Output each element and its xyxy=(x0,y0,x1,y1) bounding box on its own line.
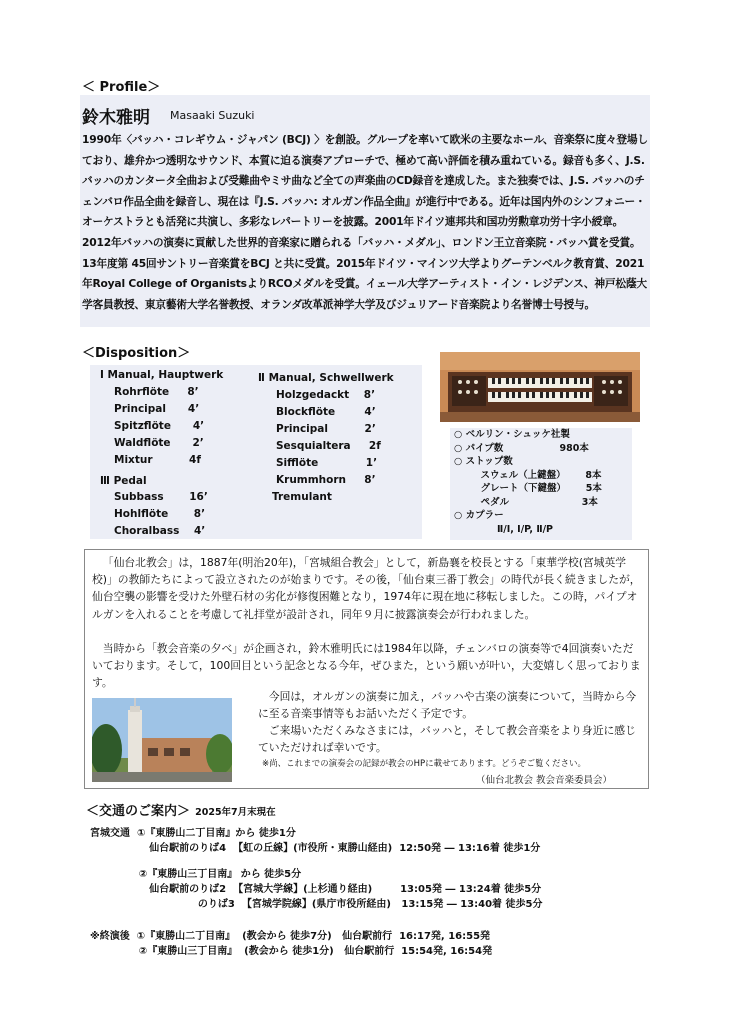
stop-item: Choralbass 4’ xyxy=(114,525,206,537)
spec-line: ○ ベルリン・シュッケ社製 xyxy=(454,429,570,440)
access-line xyxy=(90,856,543,867)
access-line: のりば3 【宮城学院線】(県庁市役所経由) 13:15発 ― 13:40着 徒歩5分 xyxy=(90,899,543,910)
access-title: ＜交通のご案内＞ xyxy=(86,804,191,819)
access-heading xyxy=(86,800,276,819)
stop-item: Spitzflöte 4’ xyxy=(114,420,205,432)
history-paragraph-1: 「仙台北教会」は，1887年(明治20年)，「宮城組合教会」として，新島襄を校長とする「東華学校(宮城英学校)」の教師たちによって設立されたのが始まりです。その後，「仙台東三番丁教会」の時代が長く続きましたが，仙台空襲の影響を受けた外壁石材の劣化が修復困難となり，1974年に現在地に移転しました。この時，パイプオルガンを入れることを考慮して礼拝堂が設計され，同年９月に披露演奏会が行われました。 xyxy=(92,556,641,621)
stop-item: Holzgedackt 8’ xyxy=(276,389,376,401)
access-line xyxy=(90,912,543,929)
history-signature: （仙台北教会 教会音楽委員会） xyxy=(476,775,613,786)
stop-item: Krummhorn 8’ xyxy=(276,474,376,486)
stop-item: Principal 4’ xyxy=(114,403,200,415)
manual1-title: Ⅰ Manual, Hauptwerk xyxy=(100,369,224,381)
access-line: 仙台駅前のりば2 【宮城大学線】(上杉通り経由) 13:05発 ― 13:24着 徒歩5分 xyxy=(90,884,542,895)
organ-spec-list xyxy=(454,428,602,536)
spec-line: スウェル（上鍵盤） 8本 xyxy=(454,469,602,481)
stop-item: Waldflöte 2’ xyxy=(114,437,204,449)
manual2-title: Ⅱ Manual, Schwellwerk xyxy=(258,372,394,384)
profile-heading: ＜ Profile＞ xyxy=(82,80,161,95)
spec-line: Ⅱ/Ⅰ, Ⅰ/P, Ⅱ/P xyxy=(454,523,554,535)
stop-item: Principal 2’ xyxy=(276,423,376,435)
history-paragraph-2: 当時から「教会音楽の夕べ」が企画され，鈴木雅明氏には1984年以降，チェンバロの演奏等で4回演奏いただいております。そして，100回目という記念となる今年，ぜひまた，という願いが叶い，大変嬉しく思っております。 xyxy=(92,642,641,690)
spec-line: ペダル 3本 xyxy=(454,496,598,508)
access-line: ②『東勝山三丁目南』 (教会から 徒歩1分) 仙台駅前行 15:54発, 16:54発 xyxy=(90,946,493,957)
access-line: ②『東勝山三丁目南』 から 徒歩5分 xyxy=(90,869,302,880)
history-paragraph-4: ご来場いただくみなさまには，バッハと，そして教会音楽をより身近に感じていただければ幸いです。 xyxy=(258,724,636,755)
spec-line: ○ パイプ数 980本 xyxy=(454,442,589,454)
stop-item: Blockflöte 4’ xyxy=(276,406,376,418)
church-photo xyxy=(92,698,232,782)
manual1-stops xyxy=(114,384,204,469)
organ-console-photo xyxy=(440,352,640,422)
pedal-stops xyxy=(114,489,208,540)
access-line: 宮城交通 ①『東勝山二丁目南』から 徒歩1分 xyxy=(90,828,296,839)
stop-item: Sifflöte 1’ xyxy=(276,457,378,469)
stop-item: Rohrflöte 8’ xyxy=(114,386,199,398)
stop-item: Hohlflöte 8’ xyxy=(114,508,206,520)
stop-item: Sesquialtera 2f xyxy=(276,440,381,452)
spec-line: ○ カプラー xyxy=(454,510,504,521)
access-as-of: 2025年7月末現在 xyxy=(195,807,276,818)
disposition-heading: ＜Disposition＞ xyxy=(82,346,191,361)
spec-line: グレート（下鍵盤） 5本 xyxy=(454,483,602,494)
manual2-stops xyxy=(276,387,381,489)
stop-item: Mixtur 4f xyxy=(114,454,201,466)
access-list xyxy=(90,826,543,959)
profile-text: 1990年〈バッハ・コレギウム・ジャパン (BCJ) 〉を創設。グループを率いて欧米の主要なホール、音楽祭に度々登場しており、雄弁かつ透明なサウンド、本質に迫る演奏アプローチで、極めて高い評価を積み重ねている。録音も多く、J.S. バッハのカンタータ全曲および受難曲やミサ曲など全ての声楽曲のCD録音を達成した。また独奏では、J.S. バッハのチェンバロ作品全曲を録音し、現在は『J.S. バッハ: オルガン作品全曲』が進行中である。近年は国内外のシンフォニー・オーケストラとも活発に共演し、多彩なレパートリーを披露。2001年ドイツ連邦共和国功労勲章功労十字小綬章。2012年バッハの演奏に貢献した世界的音楽家に贈られる「バッハ・メダル」、ロンドン王立音楽院・バッハ賞を受賞。13年度第 45回サントリー音楽賞をBCJ と共に受賞。2015年ドイツ・マインツ大学よりグーテンベルク教育賞、2021年Royal College of OrganistsよりRCOメダルを受賞。イェール大学アーティスト・イン・レジデンス、神戸松蔭大学客員教授、東京藝術大学名誉教授、オランダ改革派神学大学及びジュリアード音楽院より名誉博士号授与。 xyxy=(82,133,648,311)
history-paragraph-3: 今回は，オルガンの演奏に加え，バッハや古楽の演奏について，当時から今に至る音楽事情等もお話いただく予定です。 xyxy=(258,690,637,721)
stop-item: Subbass 16’ xyxy=(114,491,208,503)
access-line: ※終演後 ①『東勝山二丁目南』 (教会から 徒歩7分) 仙台駅前行 16:17発, 16:55発 xyxy=(90,931,491,942)
spec-line: ○ ストップ数 xyxy=(454,456,513,467)
artist-name-roman: Masaaki Suzuki xyxy=(170,109,255,122)
artist-name: 鈴木雅明 xyxy=(82,108,150,128)
tremulant: Tremulant xyxy=(272,491,332,503)
access-line: 仙台駅前のりば4 【虹の丘線】(市役所・東勝山経由) 12:50発 ― 13:16着 徒歩1分 xyxy=(90,843,541,854)
history-note: ※尚、これまでの演奏会の記録が教会のHPに載せてあります。どうぞご覧ください。 xyxy=(262,759,586,769)
pedal-title: Ⅲ Pedal xyxy=(100,475,147,487)
